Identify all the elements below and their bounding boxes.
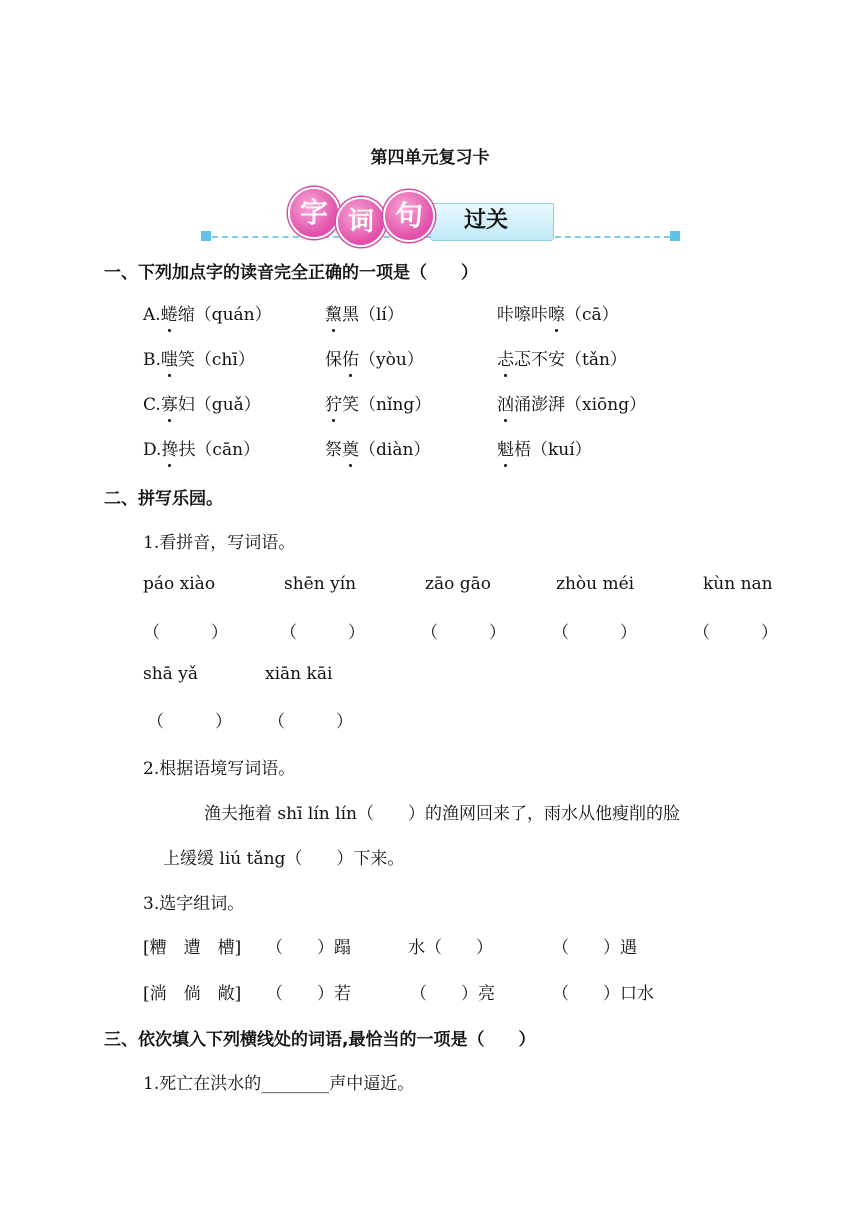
banner-char-1: 字 [288,187,340,239]
pinyin-1: páo xiào [143,574,216,594]
answer-blank-1[interactable]: （ ） [143,623,228,643]
banner-right-label: 过关 [463,208,508,233]
banner-square-left [201,231,211,241]
option-a-word-1: A.蜷缩（quán） [143,300,272,325]
question-2-1: 1.看拼音，写词语。 [143,533,296,553]
option-d-word-2: 祭奠（diàn） [325,435,430,460]
word-blank-1b[interactable]: 水（ ） [408,938,493,958]
answer-blank-6[interactable]: （ ） [147,712,232,732]
option-d-word-3: 魁梧（kuí） [497,435,592,460]
option-b-word-3: 忐忑不安（tǎn） [497,345,627,370]
question-3-1: 1.死亡在洪水的________声中逼近。 [143,1074,415,1094]
question-2-2: 2.根据语境写词语。 [143,759,296,779]
section-1-heading: 一、下列加点字的读音完全正确的一项是（ ） [104,263,478,283]
option-c-word-2: 狞笑（nǐng） [325,390,431,415]
pinyin-7: xiān kāi [265,664,333,684]
question-2-3: 3.选字组词。 [143,894,245,914]
answer-blank-7[interactable]: （ ） [268,712,353,732]
word-blank-2a[interactable]: （ ）若 [266,984,351,1004]
option-a-word-2: 黧黑（lí） [325,300,404,325]
option-c-word-1: C.寡妇（guǎ） [143,390,261,415]
word-blank-1c[interactable]: （ ）遇 [552,938,637,958]
pinyin-6: shā yǎ [143,664,198,684]
page-title: 第四单元复习卡 [370,148,490,168]
option-a-word-3: 咔嚓咔嚓（cā） [497,300,619,325]
context-line-1: 渔夫拖着 shī lín lín（ ）的渔网回来了，雨水从他瘦削的脸 [204,804,680,824]
answer-blank-2[interactable]: （ ） [280,623,365,643]
context-line-2: 上缓缓 liú tǎng（ ）下来。 [163,849,405,869]
answer-blank-3[interactable]: （ ） [421,623,506,643]
char-options-row-2: [淌 倘 敞] [143,984,242,1004]
word-blank-2b[interactable]: （ ）亮 [410,984,495,1004]
section-3-heading: 三、依次填入下列横线处的词语,最恰当的一项是（ ） [104,1030,536,1050]
char-options-row-1: [糟 遭 槽] [143,938,242,958]
word-blank-1a[interactable]: （ ）蹋 [266,938,351,958]
answer-blank-5[interactable]: （ ） [693,623,778,643]
pinyin-4: zhòu méi [556,574,635,594]
option-b-word-2: 保佑（yòu） [325,345,424,370]
section-2-heading: 二、拼写乐园。 [104,489,223,509]
option-b-word-1: B.嗤笑（chī） [143,345,255,370]
word-blank-2c[interactable]: （ ）口水 [552,984,654,1004]
banner-dashed-line-right [555,236,670,238]
banner-square-right [670,231,680,241]
banner-char-2: 词 [336,197,386,247]
pinyin-5: kùn nan [703,574,773,594]
pinyin-2: shēn yín [284,574,357,594]
banner-char-3: 句 [383,190,435,242]
option-d-word-1: D.搀扶（cān） [143,435,260,460]
pinyin-3: zāo gāo [425,574,491,594]
answer-blank-4[interactable]: （ ） [552,623,637,643]
option-c-word-3: 汹涌澎湃（xiōng） [497,390,646,415]
